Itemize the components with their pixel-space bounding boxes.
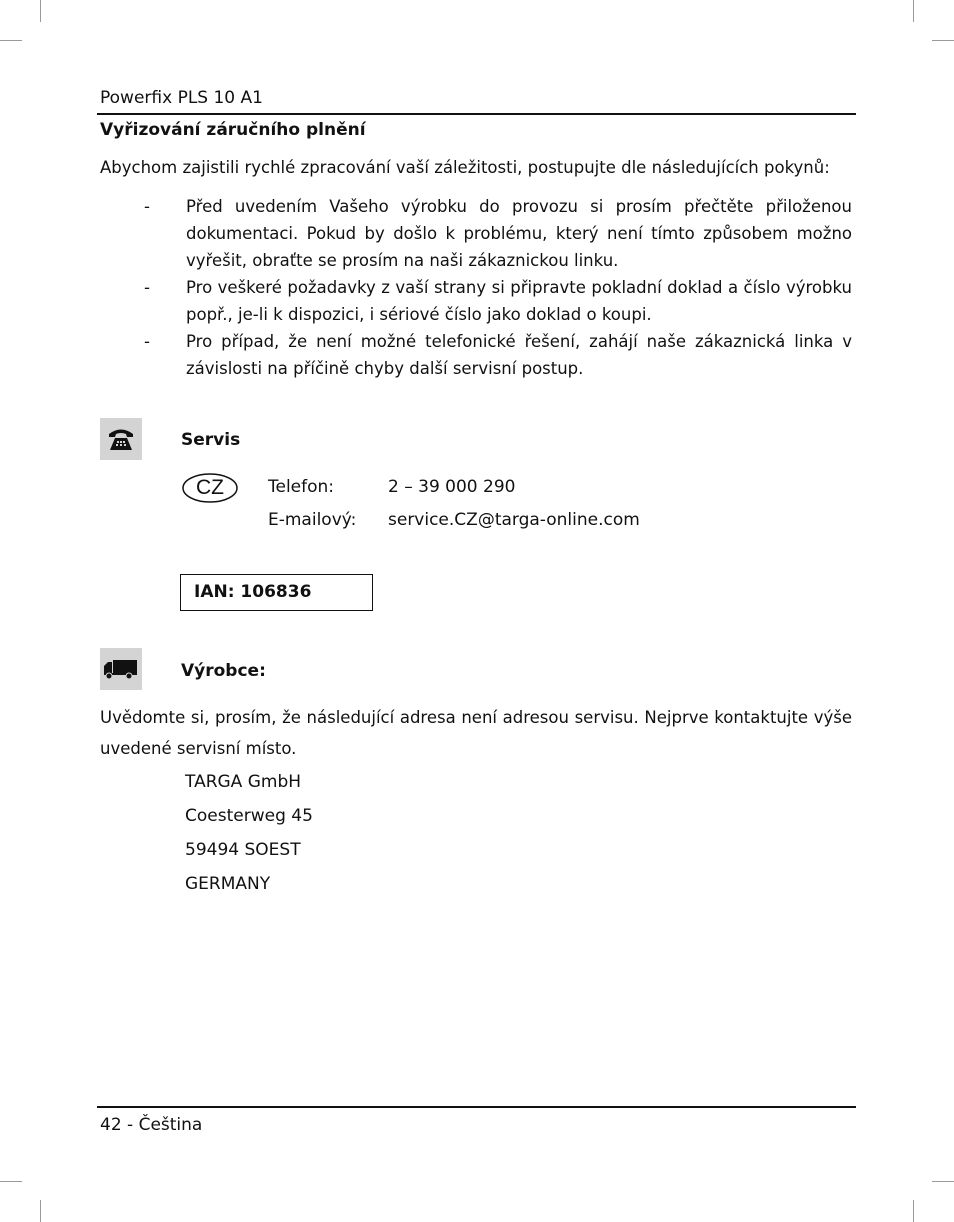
address-city: 59494 SOEST bbox=[185, 840, 301, 860]
phone-label: Telefon: bbox=[268, 477, 335, 497]
list-dash: - bbox=[144, 332, 150, 351]
phone-value: 2 – 39 000 290 bbox=[388, 477, 516, 497]
address-street: Coesterweg 45 bbox=[185, 806, 313, 826]
manufacturer-note: Uvědomte si, prosím, že následující adresa není adresou servisu. Nejprve kontaktujte výše uvedené servisní místo. bbox=[100, 708, 852, 758]
crop-mark bbox=[40, 1200, 41, 1222]
list-item-text: Před uvedením Vašeho výrobku do provozu si prosím přečtěte přiloženou dokumentaci. Pokud by došlo k problému, který není tímto způsobem možno vyřešit, obraťte se prosím na naši zákaznickou linku. bbox=[186, 197, 852, 270]
footer-rule bbox=[97, 1106, 856, 1108]
list-item bbox=[100, 193, 852, 274]
list-item bbox=[100, 274, 852, 328]
crop-mark bbox=[0, 1181, 22, 1182]
truck-icon bbox=[100, 648, 142, 690]
crop-mark bbox=[932, 1181, 954, 1182]
address-company: TARGA GmbH bbox=[185, 772, 302, 792]
ian-box bbox=[180, 574, 373, 611]
country-badge-text: CZ bbox=[196, 476, 224, 499]
running-header: Powerfix PLS 10 A1 bbox=[100, 88, 263, 108]
header-rule bbox=[97, 113, 856, 115]
list-item-text: Pro případ, že není možné telefonické řešení, zahájí naše zákaznická linka v závislosti na příčině chyby další servisní postup. bbox=[186, 332, 852, 378]
address-country: GERMANY bbox=[185, 874, 271, 894]
warranty-intro: Abychom zajistili rychlé zpracování vaší záležitosti, postupujte dle následujících pokynů: bbox=[100, 158, 830, 177]
crop-mark bbox=[0, 40, 22, 41]
telephone-icon bbox=[100, 418, 142, 460]
list-item-text: Pro veškeré požadavky z vaší strany si připravte pokladní doklad a číslo výrobku popř., je-li k dispozici, i sériové číslo jako doklad o koupi. bbox=[186, 278, 852, 324]
manufacturer-heading: Výrobce: bbox=[181, 661, 266, 681]
ian-number: IAN: 106836 bbox=[194, 582, 312, 602]
crop-mark bbox=[913, 0, 914, 22]
list-dash: - bbox=[144, 197, 150, 216]
list-dash: - bbox=[144, 278, 150, 297]
email-value: service.CZ@targa-online.com bbox=[388, 510, 640, 530]
page-number: 42 - Čeština bbox=[100, 1115, 203, 1135]
crop-mark bbox=[40, 0, 41, 22]
list-item bbox=[100, 328, 852, 382]
crop-mark bbox=[913, 1200, 914, 1222]
warranty-heading: Vyřizování záručního plnění bbox=[100, 120, 366, 140]
crop-mark bbox=[932, 40, 954, 41]
country-badge bbox=[182, 473, 238, 503]
warranty-steps-list bbox=[100, 193, 852, 382]
service-heading: Servis bbox=[181, 430, 241, 450]
email-label: E-mailový: bbox=[268, 510, 357, 530]
